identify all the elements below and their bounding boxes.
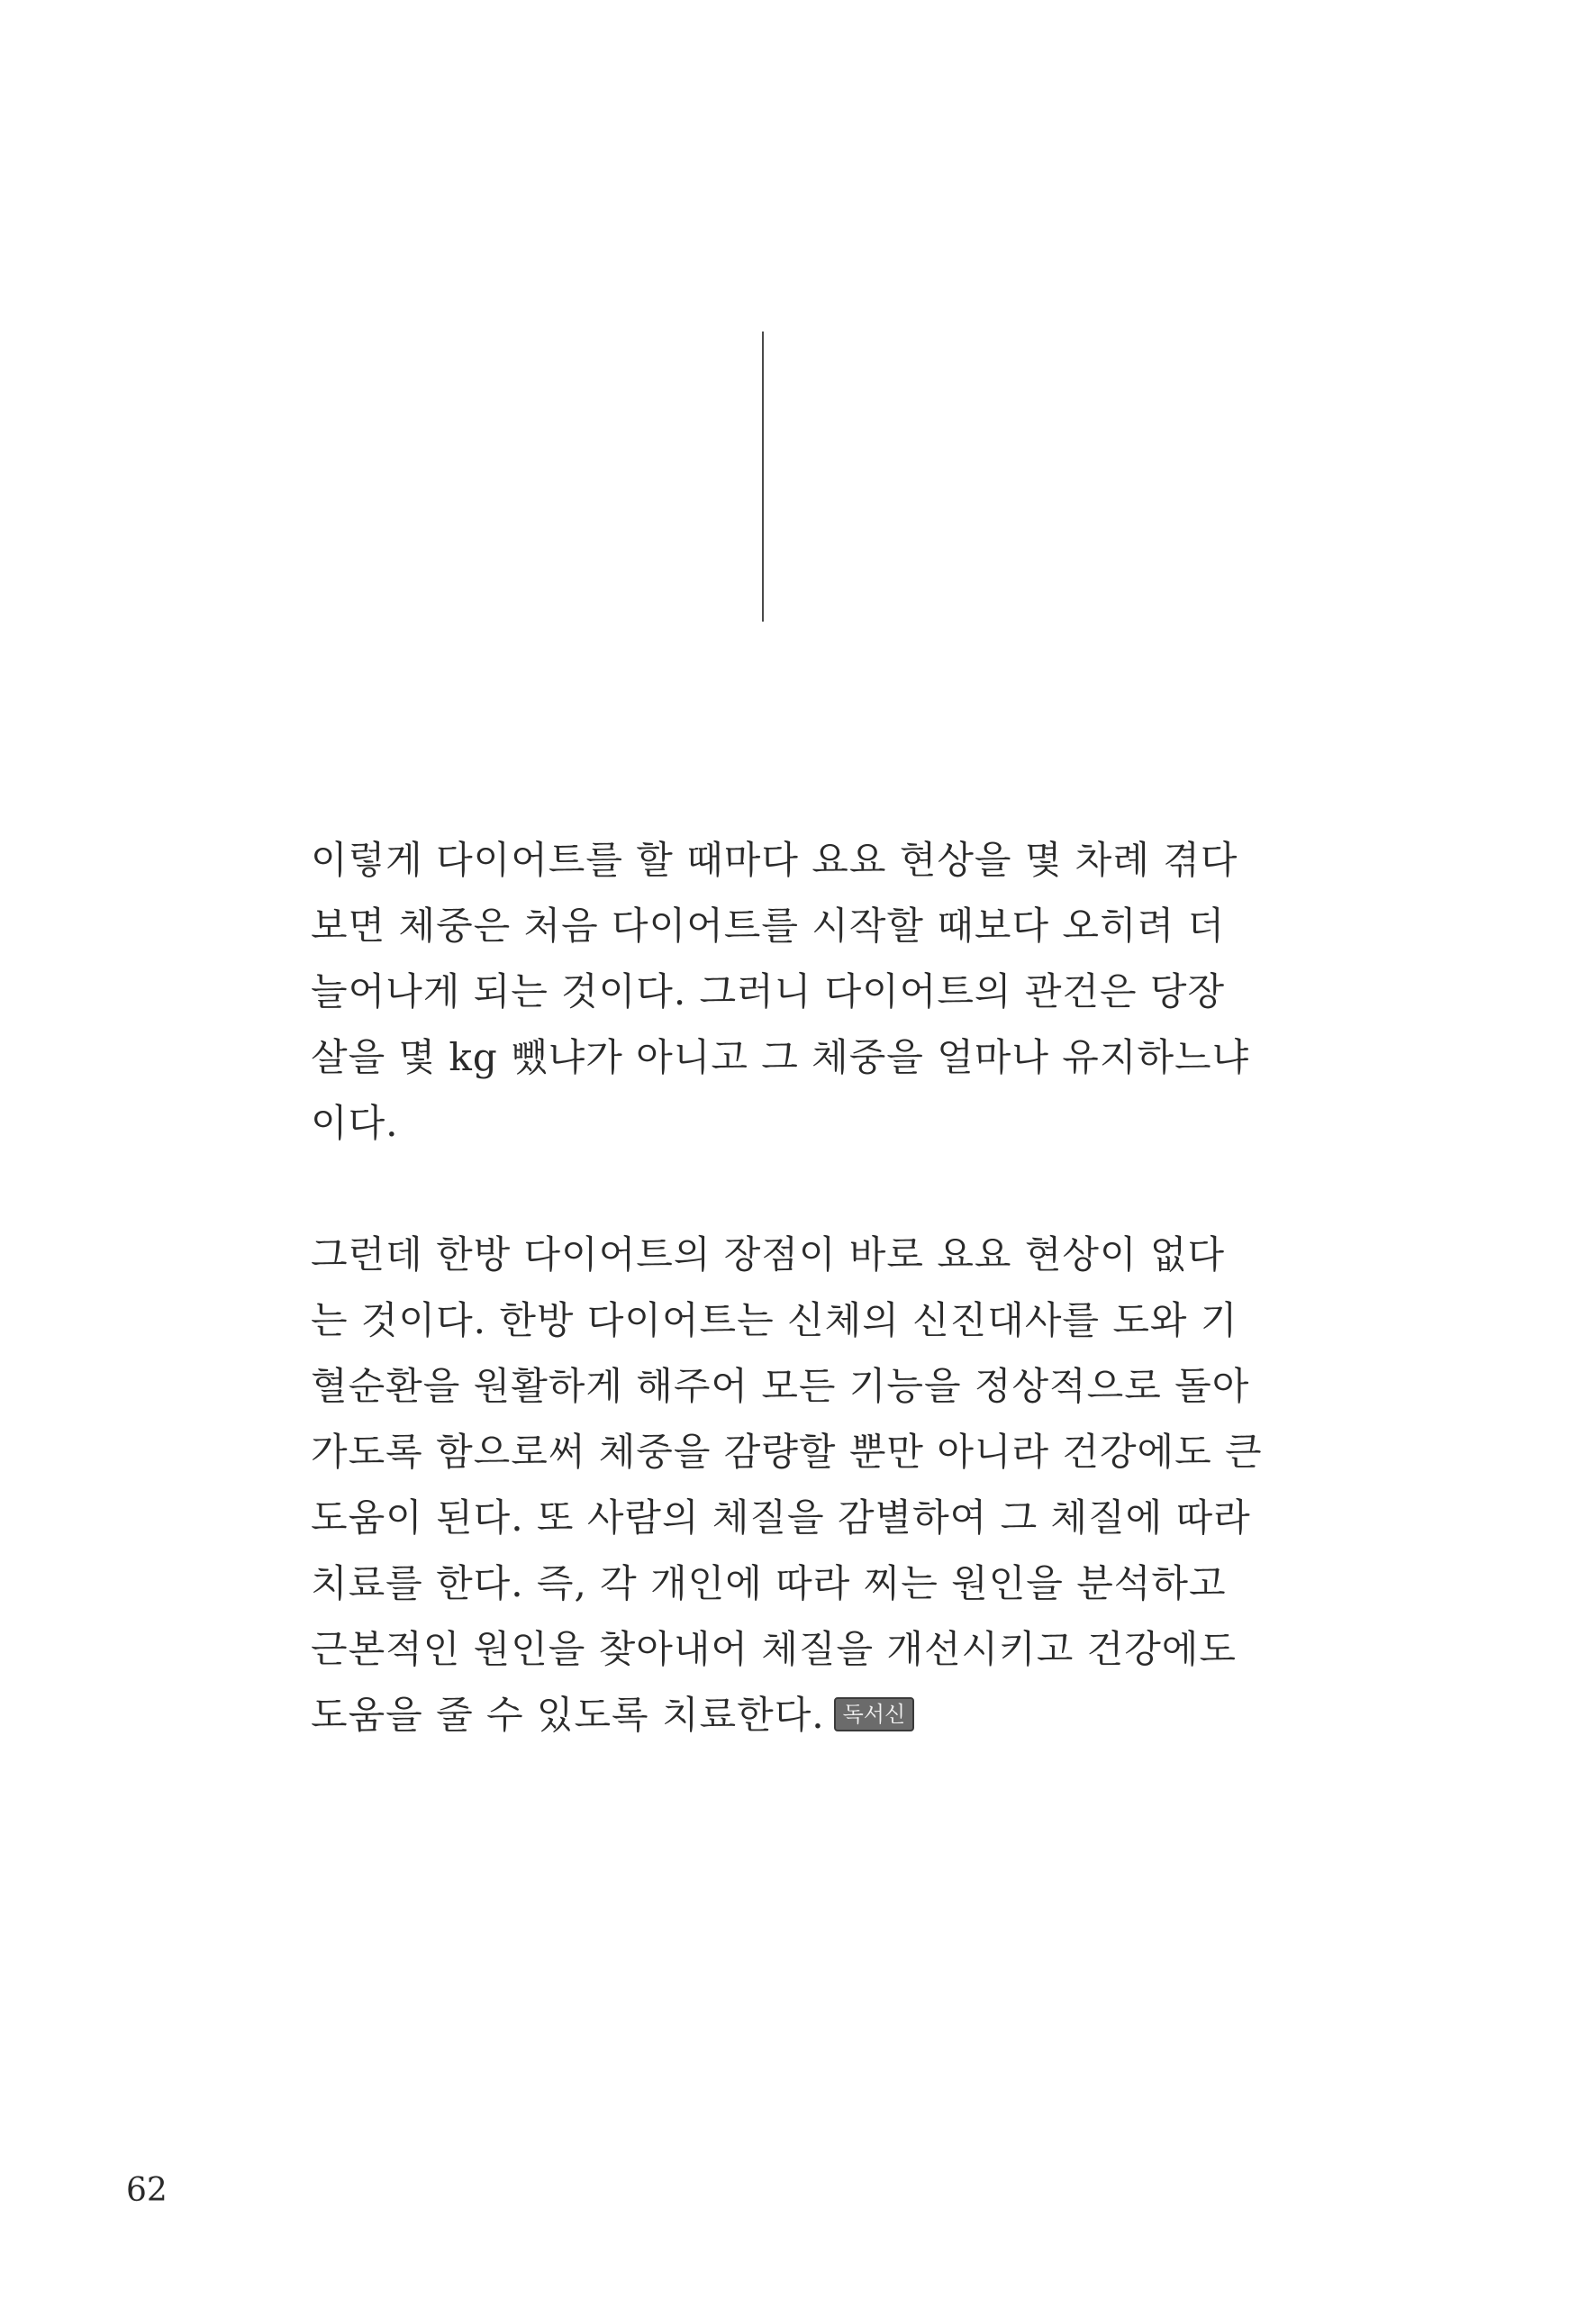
end-mark-badge: 독서신 <box>834 1697 915 1731</box>
body-text <box>311 827 1263 1748</box>
text-line: 살을 몇 kg 뺐냐가 아니고 그 체중을 얼마나 유지하느냐 <box>311 1035 1250 1079</box>
page-number: 62 <box>126 2172 168 2209</box>
text-line: 근본적인 원인을 찾아내어 체질을 개선시키고 건강에도 <box>311 1627 1237 1671</box>
text-line: 이렇게 다이어트를 할 때마다 요요 현상을 몇 차례 겪다 <box>311 838 1238 882</box>
text-line: 보면 체중은 처음 다이어트를 시작할 때보다 오히려 더 <box>311 904 1226 948</box>
vertical-divider-line <box>762 332 764 622</box>
text-line: 늘어나게 되는 것이다. 그러니 다이어트의 관건은 당장 <box>311 969 1226 1013</box>
text-line: 가도록 함으로써 체중을 감량할 뿐만 아니라 건강에도 큰 <box>311 1430 1263 1474</box>
text-line: 는 것이다. 한방 다이어트는 신체의 신진대사를 도와 기 <box>311 1298 1238 1342</box>
paragraph-1 <box>311 827 1250 1156</box>
paragraph-2 <box>311 1222 1263 1748</box>
text-line: 이다. <box>311 1101 399 1145</box>
text-line: 치료를 한다. 즉, 각 개인에 따라 찌는 원인을 분석하고 <box>311 1561 1227 1605</box>
text-line: 도움이 된다. 또 사람의 체질을 감별하여 그 체질에 따라 <box>311 1495 1251 1540</box>
text-line-content: 도움을 줄 수 있도록 치료한다. <box>311 1693 825 1737</box>
text-line: 혈순환을 원활하게 해주어 모든 기능을 정상적으로 돌아 <box>311 1364 1250 1408</box>
text-line: 그런데 한방 다이어트의 장점이 바로 요요 현상이 없다 <box>311 1232 1226 1277</box>
last-text-line <box>311 1682 1220 1748</box>
